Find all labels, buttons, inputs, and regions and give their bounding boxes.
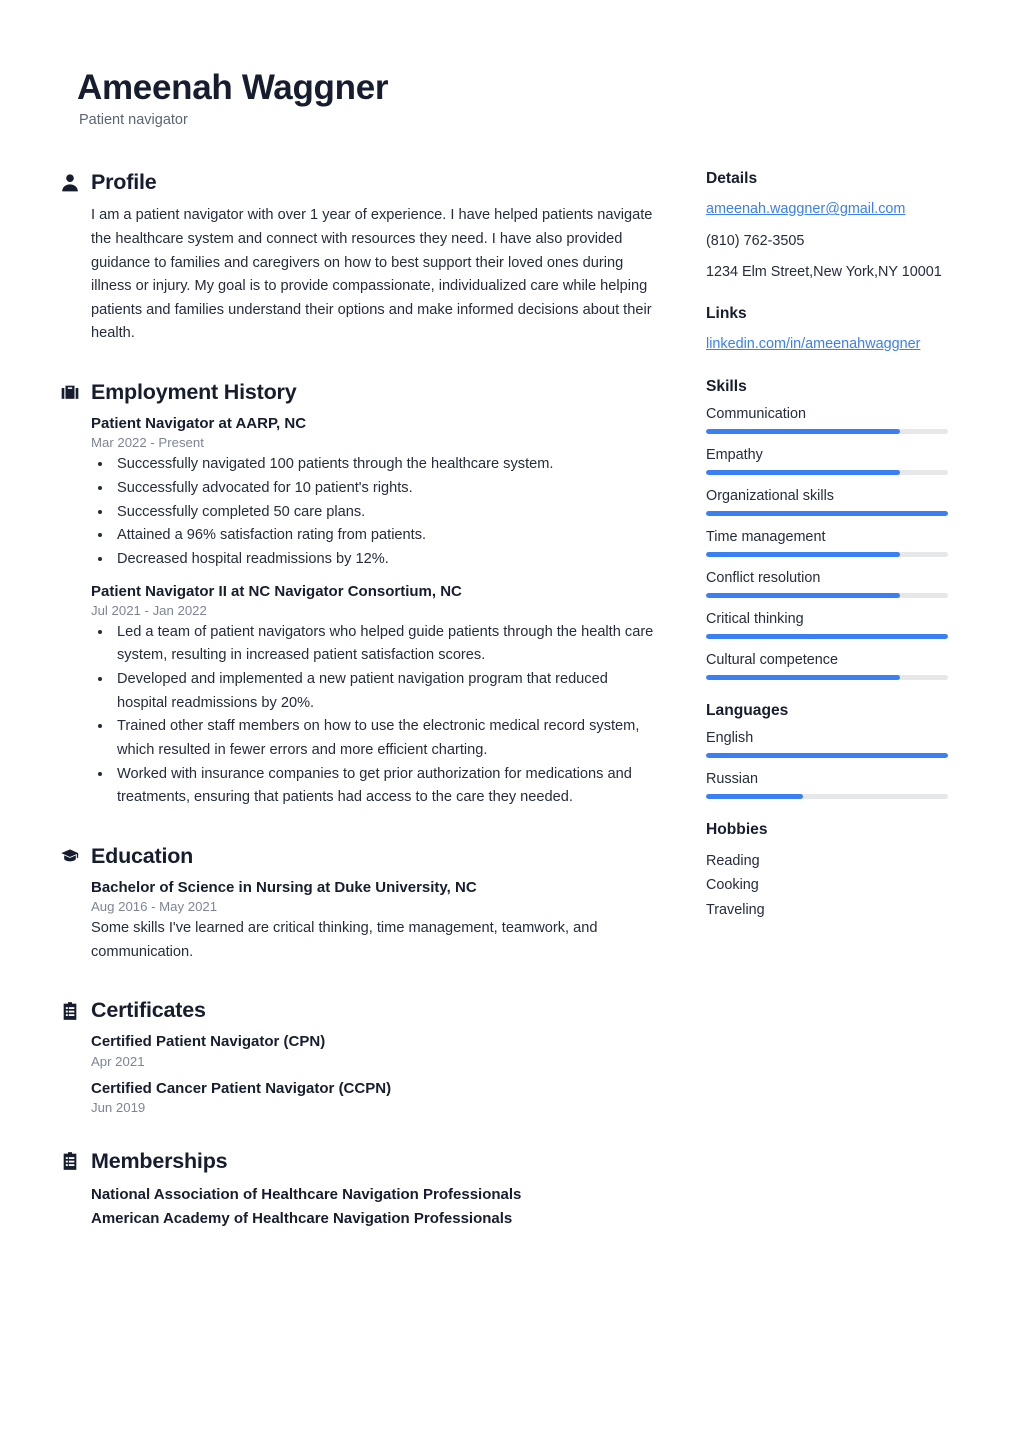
skill-label: Organizational skills [706, 487, 834, 504]
main-column [60, 170, 660, 1239]
skill-item [706, 611, 996, 639]
skill-label: Conflict resolution [706, 569, 821, 586]
entry-title: Patient Navigator at AARP, NC [91, 415, 307, 433]
profile-text: I am a patient navigator with over 1 year of experience. I have helped patients navigate the healthcare system and connect with resources they need. I have also provided guidance to families and caregivers on how to best support their loved ones during illness or injury. My goal is to provide compassionate, individualized care while helping patients and families understand their options and make informed decisions about their health. [91, 207, 653, 342]
certificate-entry [91, 1032, 660, 1068]
sidebar-title-skills: Skills [706, 377, 747, 395]
graduation-cap-icon [60, 846, 80, 866]
section-memberships [60, 1149, 660, 1232]
section-body-certificates [60, 1032, 660, 1115]
skill-label: Time management [706, 528, 826, 545]
education-entry [91, 878, 660, 965]
section-title-education: Education [91, 843, 194, 868]
section-employment [60, 380, 660, 810]
hobby-item: Cooking [706, 877, 759, 894]
briefcase-icon [60, 383, 80, 403]
language-item [706, 730, 996, 758]
skill-bar-track [706, 634, 948, 639]
bullet-item: • Successfully advocated for 10 patient's rights. [113, 477, 660, 501]
sidebar-title-languages: Languages [706, 701, 789, 719]
sidebar-title-links: Links [706, 305, 747, 323]
bullet-item: • Trained other staff members on how to use the electronic medical record system, which resulted in fewer errors and more efficient charting. [113, 715, 660, 762]
job-title: Patient navigator [79, 112, 188, 129]
section-body-profile [60, 204, 660, 346]
section-title-employment: Employment History [91, 380, 297, 405]
skill-bar-fill [706, 470, 900, 475]
section-body-employment [60, 414, 660, 810]
skill-item [706, 570, 996, 598]
bullet-item: • Led a team of patient navigators who helped guide patients through the health care system, resulting in increased patient satisfaction scores. [113, 621, 660, 668]
language-bar-fill [706, 794, 803, 799]
person-icon [60, 173, 80, 193]
section-header-certificates [60, 998, 660, 1023]
entry-date: Mar 2022 - Present [91, 435, 204, 451]
entry-bullets [91, 453, 660, 571]
skill-item [706, 529, 996, 557]
skill-item [706, 488, 996, 516]
skill-item [706, 406, 996, 434]
entry-title: Certified Patient Navigator (CPN) [91, 1033, 326, 1051]
section-header-employment [60, 380, 660, 405]
employment-entry [91, 582, 660, 810]
skill-label: Empathy [706, 446, 763, 463]
sidebar-column [706, 170, 996, 1239]
certificate-entry [91, 1079, 660, 1115]
skill-bar-fill [706, 593, 900, 598]
section-title-memberships: Memberships [91, 1148, 228, 1173]
bullet-item: • Decreased hospital readmissions by 12%. [113, 548, 660, 572]
section-body-education [60, 878, 660, 965]
address-text: 1234 Elm Street,New York,NY 10001 [706, 263, 942, 280]
sidebar-title-hobbies: Hobbies [706, 820, 768, 838]
language-label: Russian [706, 770, 758, 787]
section-title-profile: Profile [91, 170, 157, 195]
skill-label: Cultural competence [706, 651, 838, 668]
sidebar-title-details: Details [706, 170, 758, 188]
hobby-item: Traveling [706, 902, 765, 919]
entry-description: Some skills I've learned are critical thinking, time management, teamwork, and communication. [91, 920, 598, 960]
linkedin-link[interactable]: linkedin.com/in/ameenahwaggner [706, 336, 921, 353]
language-label: English [706, 729, 754, 746]
skill-label: Critical thinking [706, 610, 804, 627]
phone-text: (810) 762-3505 [706, 232, 805, 249]
sidebar-section-details [706, 170, 996, 283]
skill-bar-fill [706, 429, 900, 434]
skill-item [706, 447, 996, 475]
skill-bar-fill [706, 511, 948, 516]
page-title: Ameenah Waggner [77, 68, 389, 107]
language-bar-fill [706, 753, 948, 758]
language-bar-track [706, 753, 948, 758]
resume-header [77, 68, 964, 128]
resume-body [60, 170, 964, 1239]
bullet-item: • Successfully completed 50 care plans. [113, 501, 660, 525]
section-header-memberships [60, 1149, 660, 1174]
skill-bar-fill [706, 552, 900, 557]
section-header-profile [60, 170, 660, 195]
skill-bar-track [706, 675, 948, 680]
bullet-item: • Developed and implemented a new patient navigation program that reduced hospital readmissions by 20%. [113, 668, 660, 715]
clipboard-icon [60, 1001, 80, 1021]
skill-bar-track [706, 511, 948, 516]
sidebar-section-skills [706, 378, 996, 680]
skill-bar-track [706, 429, 948, 434]
skill-item [706, 652, 996, 680]
employment-entry [91, 414, 660, 571]
bullet-item: • Successfully navigated 100 patients through the healthcare system. [113, 453, 660, 477]
section-profile [60, 170, 660, 346]
sidebar-section-links [706, 305, 996, 355]
entry-title: Certified Cancer Patient Navigator (CCPN) [91, 1079, 392, 1097]
entry-bullets [91, 621, 660, 810]
email-link[interactable]: ameenah.waggner@gmail.com [706, 201, 906, 218]
bullet-item: • Attained a 96% satisfaction rating from patients. [113, 524, 660, 548]
skill-bar-fill [706, 675, 900, 680]
membership-item: National Association of Healthcare Navigation Professionals [91, 1185, 522, 1203]
skill-bar-track [706, 593, 948, 598]
entry-date: Aug 2016 - May 2021 [91, 899, 218, 915]
entry-date: Jun 2019 [91, 1099, 146, 1115]
skill-label: Communication [706, 405, 806, 422]
entry-date: Apr 2021 [91, 1053, 145, 1069]
entry-title: Patient Navigator II at NC Navigator Consortium, NC [91, 582, 462, 600]
entry-title: Bachelor of Science in Nursing at Duke University, NC [91, 878, 477, 896]
sidebar-section-languages [706, 702, 996, 799]
entry-date: Jul 2021 - Jan 2022 [91, 602, 207, 618]
sidebar-section-hobbies [706, 821, 996, 923]
section-title-certificates: Certificates [91, 998, 206, 1023]
clipboard-icon [60, 1151, 80, 1171]
section-certificates [60, 998, 660, 1115]
section-education [60, 844, 660, 965]
section-body-memberships [60, 1183, 660, 1232]
language-item [706, 771, 996, 799]
hobby-item: Reading [706, 852, 760, 869]
skill-bar-track [706, 470, 948, 475]
membership-item: American Academy of Healthcare Navigation Professionals [91, 1210, 513, 1228]
bullet-item: • Worked with insurance companies to get prior authorization for medications and treatments, ensuring that patients had access to the care they needed. [113, 763, 660, 810]
section-header-education [60, 844, 660, 869]
skill-bar-fill [706, 634, 948, 639]
skill-bar-track [706, 552, 948, 557]
language-bar-track [706, 794, 948, 799]
